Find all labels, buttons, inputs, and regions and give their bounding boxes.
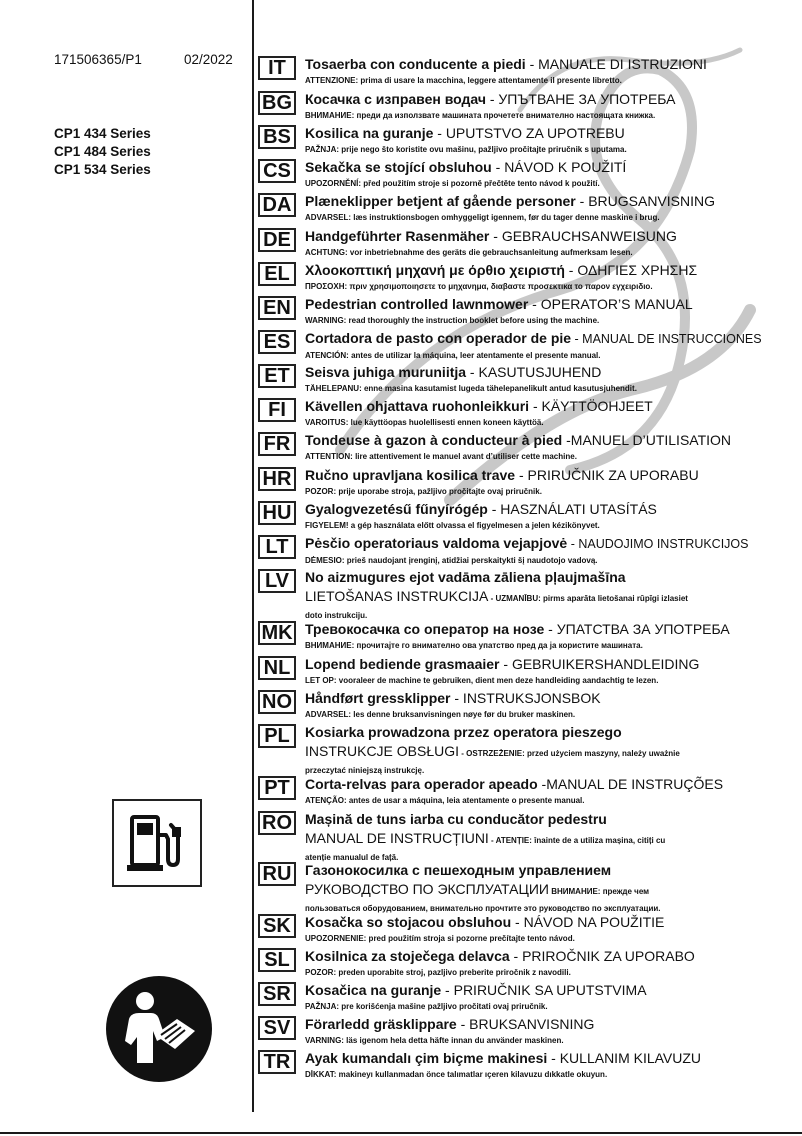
language-code: NO: [258, 690, 296, 714]
warning-text: ATTENZIONE: prima di usare la macchina, leggere attentamente il presente libretto.: [305, 76, 622, 85]
language-code: EL: [258, 262, 296, 286]
section-title: Corta-relvas para operador apeado: [305, 776, 538, 792]
manual-type: - GEBRAUCHSANWEISUNG: [489, 228, 677, 244]
manual-type: - BRUGSANVISNING: [575, 193, 715, 209]
section-title: Förarledd gräsklippare: [305, 1016, 457, 1032]
manual-type: - PRIROČNIK ZA UPORABO: [509, 948, 695, 964]
inline-warning: ВНИМАНИЕ: прежде чем: [548, 887, 650, 896]
model-item: CP1 484 Series: [54, 144, 151, 159]
manual-type: - УПЪТВАНЕ ЗА УПОТРЕБА: [485, 91, 676, 107]
model-list: [54, 125, 151, 179]
section-title: Kosačka so stojacou obsluhou: [305, 914, 512, 930]
language-code: FR: [258, 432, 296, 456]
warning-text: UPOZORNĚNÍ: před použitím stroje si pozorně přečtěte tento návod k použití.: [305, 179, 600, 188]
section-title: Kosilnica za stoječega delavca: [305, 948, 510, 964]
document-code: 171506365/P1: [54, 52, 142, 67]
section-title: Pedestrian controlled lawnmower: [305, 296, 529, 312]
language-code: PT: [258, 776, 296, 800]
section-title: Mașină de tuns iarba cu conducător pedestru: [305, 811, 607, 827]
manual-type: - NÁVOD NA POUŽITIE: [511, 914, 665, 930]
section-title: Ayak kumandalı çim biçme makinesi: [305, 1050, 548, 1066]
language-code: FI: [258, 398, 296, 422]
warning-text: PAŽNJA: pre korišćenja mašine pažljivo pročitati ovaj priručnik.: [305, 1002, 548, 1011]
language-code: MK: [258, 621, 296, 645]
warning-text: ВНИМАНИЕ: прочитајте го внимателно ова упатство пред да ја користите машината.: [305, 641, 643, 650]
language-code: ET: [258, 364, 296, 388]
inline-warning: - OSTRZEŻENIE: przed użyciem maszyny, należy uważnie: [459, 749, 680, 758]
manual-type: - PRIRUČNIK SA UPUTSTVIMA: [441, 982, 647, 998]
manual-type: LIETOŠANAS INSTRUKCIJA: [305, 588, 489, 604]
warning-text: DİKKAT: makineyı kullanmadan önce talımatlar ıçeren kilavuzu dıkkatle okuyun.: [305, 1070, 608, 1079]
warning-text: ΠΡΟΣΟΧΗ: πριν χρησιμοποιησετε το μηχανημα, διαβαστε προσεκτικα το παρον εγχειριδιο.: [305, 282, 653, 291]
section-title: Ručno upravljana kosilica trave: [305, 467, 516, 483]
manual-type: -MANUAL DE INSTRUÇÕES: [537, 776, 724, 792]
section-title: Газонокосилка с пешеходным управлением: [305, 862, 612, 878]
manual-type: - HASZNÁLATI UTASÍTÁS: [487, 501, 657, 517]
warning-text: POZOR: prije uporabe stroja, pažljivo pročitajte ovaj priručnik.: [305, 487, 542, 496]
language-sections: [258, 0, 798, 1120]
manual-type: - ΟΔΗΓΙΕΣ ΧΡΗΣΗΣ: [564, 262, 698, 278]
section-title: Pėsčio operatoriaus valdoma vejapjovė: [305, 535, 568, 551]
warning-text: TÄHELEPANU: enne masina kasutamist lugeda tähelepanelikult antud kasutusjuhendit.: [305, 384, 637, 393]
section-title: Χλοοκοπτική μηχανή με όρθιο χειριστή: [305, 262, 565, 278]
manual-type: - OPERATOR’S MANUAL: [528, 296, 693, 312]
warning-text: ATENÇÃO: antes de usar a máquina, leia atentamente o presente manual.: [305, 796, 585, 805]
warning-text: пользоваться оборудованием, внимательно прочтите это руководство по эксплуатации.: [305, 904, 661, 913]
bottom-divider: [0, 1132, 802, 1134]
manual-type: - УПАТСТВА ЗА УПОТРЕБА: [544, 621, 730, 637]
warning-text: UPOZORNENIE: pred použitím stroja si pozorne prečítajte tento návod.: [305, 934, 575, 943]
section-title: Lopend bediende grasmaaier: [305, 656, 500, 672]
language-code: EN: [258, 296, 296, 320]
warning-text: doto instrukciju.: [305, 611, 368, 620]
manual-type: - MANUAL DE INSTRUCCIONES: [571, 332, 762, 346]
language-code: SL: [258, 948, 296, 972]
read-manual-icon: [105, 975, 213, 1083]
language-code: LT: [258, 535, 296, 559]
section-title: Handgeführter Rasenmäher: [305, 228, 490, 244]
vertical-divider: [252, 0, 254, 1112]
warning-text: VAROITUS: lue käyttöopas huolellisesti ennen koneen käyttöä.: [305, 418, 544, 427]
section-title: Sekačka se stojící obsluhou: [305, 159, 492, 175]
section-title: Тревокосачка со оператор на нозе: [305, 621, 545, 637]
manual-type: - BRUKSANVISNING: [456, 1016, 595, 1032]
section-title: Tondeuse à gazon à conducteur à pied: [305, 432, 563, 448]
language-code: HU: [258, 501, 296, 525]
manual-type: INSTRUKCJE OBSŁUGI: [305, 743, 460, 759]
warning-text: FIGYELEM! a gép használata előtt olvassa el figyelmesen a jelen kézikönyvet.: [305, 521, 600, 530]
language-code: TR: [258, 1050, 296, 1074]
warning-text: ADVARSEL: læs instruktionsbogen omhyggeligt igennem, før du tager denne maskine i brug.: [305, 213, 660, 222]
model-item: CP1 534 Series: [54, 162, 151, 177]
warning-text: VARNING: läs igenom hela detta häfte innan du använder maskinen.: [305, 1036, 564, 1045]
section-title: No aizmugures ejot vadāma zāliena pļaujmašīna: [305, 569, 626, 585]
manual-type: РУКОВОДСТВО ПО ЭКСПЛУАТАЦИИ: [305, 881, 549, 897]
document-date: 02/2022: [184, 52, 233, 67]
section-title: Kosačica na guranje: [305, 982, 442, 998]
model-item: CP1 434 Series: [54, 126, 151, 141]
section-title: Косачка с изправен водач: [305, 91, 486, 107]
inline-warning: - UZMANĪBU: pirms aparāta lietošanai rūpīgi izlasiet: [488, 594, 688, 603]
section-title: Kosilica na guranje: [305, 125, 434, 141]
language-code: DE: [258, 228, 296, 252]
section-title: Kävellen ohjattava ruohonleikkuri: [305, 398, 530, 414]
language-code: PL: [258, 724, 296, 748]
warning-text: PAŽNJA: prije nego što koristite ovu mašinu, pažljivo pročitajte priručnik s uputama.: [305, 145, 627, 154]
language-code: SK: [258, 914, 296, 938]
language-code: NL: [258, 656, 296, 680]
language-code: IT: [258, 56, 296, 80]
fuel-pump-icon: [112, 799, 202, 887]
warning-text: ATENCIÓN: antes de utilizar la máquina, leer atentamente el presente manual.: [305, 351, 601, 360]
manual-type: - UPUTSTVO ZA UPOTREBU: [433, 125, 625, 141]
warning-text: ACHTUNG: vor inbetriebnahme des geräts die gebrauchsanleitung aufmerksam lesen.: [305, 248, 633, 257]
warning-text: przeczytać niniejszą instrukcję.: [305, 766, 425, 775]
manual-type: - PRIRUČNIK ZA UPORABU: [515, 467, 699, 483]
section-title: Cortadora de pasto con operador de pie: [305, 330, 572, 346]
warning-text: ATTENTION: lire attentivement le manuel avant d’utiliser cette machine.: [305, 452, 577, 461]
section-title: Kosiarka prowadzona przez operatora pieszego: [305, 724, 622, 740]
manual-type: MANUAL DE INSTRUCȚIUNI: [305, 830, 489, 846]
section-title: Seisva juhiga muruniitja: [305, 364, 467, 380]
language-code: HR: [258, 467, 296, 491]
warning-text: ADVARSEL: les denne bruksanvisningen nøye før du bruker maskinen.: [305, 710, 576, 719]
warning-text: DĖMESIO: prieš naudojant įrenginį, atidžiai perskaitykti šį naudotojo vadovą.: [305, 556, 598, 565]
manual-type: - KÄYTTÖOHJEET: [529, 398, 653, 414]
manual-type: - GEBRUIKERSHANDLEIDING: [499, 656, 700, 672]
language-code: CS: [258, 159, 296, 183]
section-title: Gyalogvezetésű fűnyírógép: [305, 501, 488, 517]
manual-type: - KASUTUSJUHEND: [466, 364, 602, 380]
language-code: SV: [258, 1016, 296, 1040]
language-code: ES: [258, 330, 296, 354]
language-code: RO: [258, 811, 296, 835]
language-code: BS: [258, 125, 296, 149]
section-title: Tosaerba con conducente a piedi: [305, 56, 526, 72]
manual-type: - MANUALE DI ISTRUZIONI: [525, 56, 707, 72]
inline-warning: - ATENȚIE: înainte de a utiliza mașina, citiți cu: [488, 836, 666, 845]
language-code: RU: [258, 862, 296, 886]
language-code: DA: [258, 193, 296, 217]
manual-type: - NÁVOD K POUŽITÍ: [491, 159, 627, 175]
warning-text: WARNING: read thoroughly the instruction booklet before using the machine.: [305, 316, 600, 325]
language-code: SR: [258, 982, 296, 1006]
section-title: Håndført gressklipper: [305, 690, 451, 706]
language-code: BG: [258, 91, 296, 115]
warning-text: atenție manualul de față.: [305, 853, 399, 862]
warning-text: LET OP: vooraleer de machine te gebruiken, dient men deze handleiding aandachtig te lezen.: [305, 676, 659, 685]
manual-type: -MANUEL D’UTILISATION: [562, 432, 732, 448]
manual-type: - INSTRUKSJONSBOK: [450, 690, 601, 706]
warning-text: ВНИМАНИЕ: преди да използвате машината прочетете внимателно настоящата книжка.: [305, 111, 656, 120]
language-code: LV: [258, 569, 296, 593]
warning-text: POZOR: preden uporabite stroj, pazljivo preberite priročnik z navodili.: [305, 968, 571, 977]
section-title: Plæneklipper betjent af gående personer: [305, 193, 576, 209]
manual-type: - KULLANIM KILAVUZU: [547, 1050, 702, 1066]
manual-type: - NAUDOJIMO INSTRUKCIJOS: [567, 537, 749, 551]
